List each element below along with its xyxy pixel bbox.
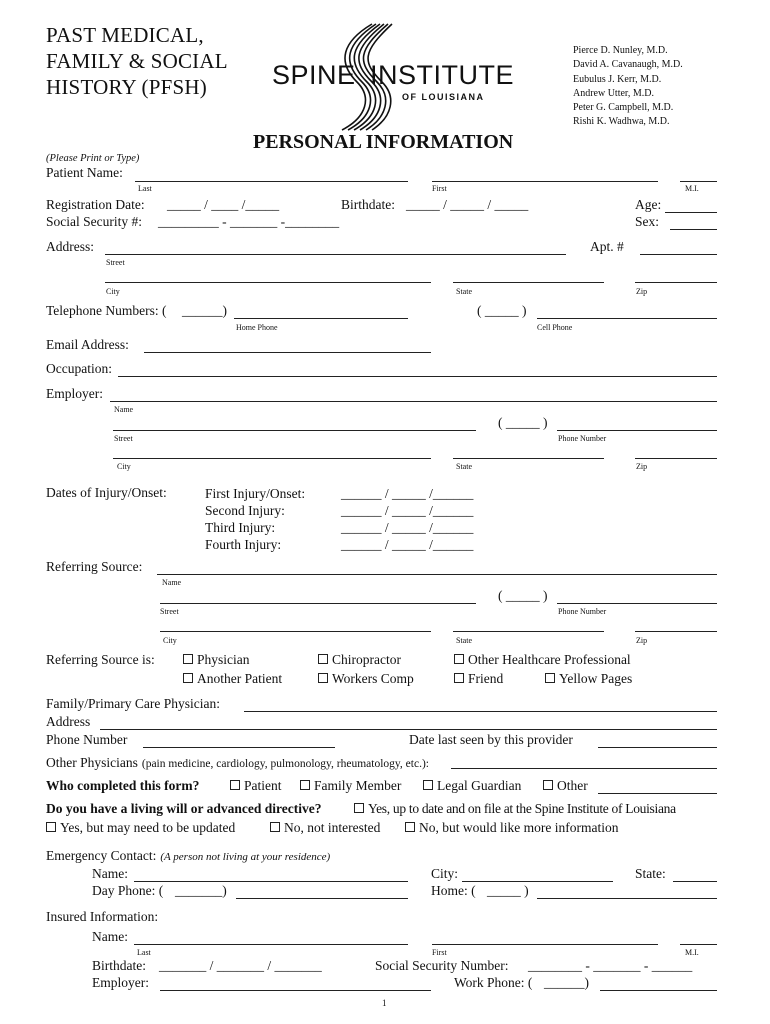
referring-street-field[interactable] xyxy=(160,603,476,604)
sex-label: Sex: xyxy=(635,214,660,229)
injury-item-label: Third Injury: xyxy=(205,520,276,535)
insured-mi-field[interactable] xyxy=(680,944,717,945)
insured-name-label: Name: xyxy=(92,929,128,944)
caption-last: Last xyxy=(138,184,152,193)
insured-birthdate-field[interactable]: _______ / _______ / _______ xyxy=(159,958,322,973)
pcp-label: Family/Primary Care Physician: xyxy=(46,696,220,711)
insured-work-phone-area[interactable]: ______) xyxy=(544,975,589,990)
insured-birthdate-label: Birthdate: xyxy=(92,958,146,973)
caption-employer-zip: Zip xyxy=(636,462,648,471)
address-label: Address: xyxy=(46,239,94,254)
birthdate-field[interactable]: _____ / _____ / _____ xyxy=(406,197,529,212)
sex-field[interactable] xyxy=(670,229,717,230)
address-state-field[interactable] xyxy=(453,282,604,283)
insured-ssn-label: Social Security Number: xyxy=(375,958,509,973)
logo-word-institute: INSTITUTE xyxy=(370,60,514,90)
checkbox-will-no-more-info[interactable]: No, but would like more information xyxy=(405,820,618,836)
caption-home-phone: Home Phone xyxy=(236,323,278,332)
caption-zip: Zip xyxy=(636,287,648,296)
pcp-address-label: Address xyxy=(46,714,91,729)
form-title-line: PAST MEDICAL, xyxy=(46,23,204,47)
form-title-line: FAMILY & SOCIAL xyxy=(46,49,228,73)
doctor-list xyxy=(573,44,683,130)
injury-date-field[interactable]: ______ / _____ /______ xyxy=(341,503,474,518)
last-seen-field[interactable] xyxy=(598,747,717,748)
checkbox-completed-guardian[interactable]: Legal Guardian xyxy=(423,778,521,794)
address-city-field[interactable] xyxy=(105,282,431,283)
emergency-name-field[interactable] xyxy=(134,881,408,882)
employer-label: Employer: xyxy=(46,386,103,401)
occupation-field[interactable] xyxy=(118,376,717,377)
injury-date-field[interactable]: ______ / _____ /______ xyxy=(341,520,474,535)
logo-subtitle: OF LOUISIANA xyxy=(402,92,485,102)
checkbox-completed-other[interactable]: Other xyxy=(543,778,588,794)
home-phone-field[interactable] xyxy=(234,318,408,319)
caption-referring-name: Name xyxy=(162,578,182,587)
injury-item-label: First Injury/Onset: xyxy=(205,486,306,501)
referring-phone-field[interactable] xyxy=(557,603,717,604)
registration-date-label: Registration Date: xyxy=(46,197,145,212)
patient-name-label: Patient Name: xyxy=(46,165,123,180)
referring-source-label: Referring Source: xyxy=(46,559,143,574)
age-field[interactable] xyxy=(665,212,717,213)
section-title: PERSONAL INFORMATION xyxy=(253,131,514,153)
emergency-home-area[interactable]: _____ ) xyxy=(487,883,529,898)
address-street-field[interactable] xyxy=(105,254,566,255)
caption-first: First xyxy=(432,184,447,193)
emergency-state-label: State: xyxy=(635,866,666,881)
ssn-field[interactable]: _________ - _______ -________ xyxy=(158,214,340,229)
doctor-name: Peter G. Campbell, M.D. xyxy=(573,102,674,114)
checkbox-workers-comp[interactable]: Workers Comp xyxy=(318,671,414,687)
insured-ssn-field[interactable]: ________ - _______ - ______ xyxy=(528,958,693,973)
logo-word-spine: SPINE xyxy=(272,60,356,90)
emergency-name-label: Name: xyxy=(92,866,128,881)
caption-state: State xyxy=(456,287,472,296)
spine-institute-logo xyxy=(272,22,514,132)
injury-dates-label: Dates of Injury/Onset: xyxy=(46,485,167,500)
employer-zip-field[interactable] xyxy=(635,458,717,459)
checkbox-completed-patient[interactable]: Patient xyxy=(230,778,282,794)
caption-employer-state: State xyxy=(456,462,472,471)
referring-name-field[interactable] xyxy=(157,574,717,575)
caption-insured-mi: M.I. xyxy=(685,948,699,957)
caption-cell-phone: Cell Phone xyxy=(537,323,573,332)
other-physicians-title: Other Physicians xyxy=(46,755,138,770)
caption-street: Street xyxy=(106,258,125,267)
injury-item-label: Second Injury: xyxy=(205,503,285,518)
checkbox-yellow-pages[interactable]: Yellow Pages xyxy=(545,671,632,687)
employer-state-field[interactable] xyxy=(453,458,604,459)
address-zip-field[interactable] xyxy=(635,282,717,283)
completed-by-question: Who completed this form? xyxy=(46,778,200,793)
checkbox-will-yes-update[interactable]: Yes, but may need to be updated xyxy=(46,820,235,836)
caption-referring-zip: Zip xyxy=(636,636,648,645)
caption-insured-last: Last xyxy=(137,948,151,957)
caption-city: City xyxy=(106,287,120,296)
cell-phone-area-field[interactable]: ( _____ ) xyxy=(477,303,527,318)
insured-work-phone-field[interactable] xyxy=(600,990,717,991)
caption-referring-state: State xyxy=(456,636,472,645)
print-note: (Please Print or Type) xyxy=(46,153,140,164)
employer-name-field[interactable] xyxy=(110,401,717,402)
checkbox-chiropractor[interactable]: Chiropractor xyxy=(318,652,401,668)
patient-last-name-field[interactable] xyxy=(135,181,408,182)
caption-insured-first: First xyxy=(432,948,447,957)
employer-street-field[interactable] xyxy=(113,430,476,431)
pcp-phone-field[interactable] xyxy=(143,747,335,748)
home-phone-area-field[interactable]: ______) xyxy=(182,303,227,318)
emergency-day-phone-field[interactable] xyxy=(236,898,408,899)
last-seen-label: Date last seen by this provider xyxy=(409,732,573,747)
insured-employer-field[interactable] xyxy=(160,990,431,991)
caption-employer-name: Name xyxy=(114,405,134,414)
form-title-line: HISTORY (PFSH) xyxy=(46,75,207,99)
patient-first-name-field[interactable] xyxy=(432,181,658,182)
insured-work-phone-label: Work Phone: ( xyxy=(454,975,533,990)
telephone-label: Telephone Numbers: ( xyxy=(46,303,167,318)
employer-phone-field[interactable] xyxy=(557,430,717,431)
pcp-field[interactable] xyxy=(244,711,717,712)
birthdate-label: Birthdate: xyxy=(341,197,395,212)
form-title xyxy=(46,22,228,100)
living-will-question: Do you have a living will or advanced directive? xyxy=(46,801,322,816)
referring-city-field[interactable] xyxy=(160,631,431,632)
registration-date-field[interactable]: _____ / ____ /_____ xyxy=(167,197,280,212)
pcp-phone-label: Phone Number xyxy=(46,732,128,747)
emergency-city-field[interactable] xyxy=(462,881,613,882)
injury-date-field[interactable]: ______ / _____ /______ xyxy=(341,537,474,552)
age-label: Age: xyxy=(635,197,662,212)
injury-date-fields xyxy=(341,485,473,553)
injury-list xyxy=(205,485,305,553)
doctor-name: Rishi K. Wadhwa, M.D. xyxy=(573,116,670,128)
other-physicians-label xyxy=(46,754,429,772)
email-field[interactable] xyxy=(144,352,431,353)
injury-item-label: Fourth Injury: xyxy=(205,537,282,552)
completed-other-field[interactable] xyxy=(598,793,717,794)
checkbox-friend[interactable]: Friend xyxy=(454,671,503,687)
ssn-label: Social Security #: xyxy=(46,214,142,229)
email-label: Email Address: xyxy=(46,337,129,352)
emergency-day-phone-area[interactable]: _______) xyxy=(175,883,227,898)
emergency-city-label: City: xyxy=(431,866,459,881)
referring-phone-area-field[interactable]: ( _____ ) xyxy=(498,588,548,603)
apt-field[interactable] xyxy=(640,254,717,255)
checkbox-other-healthcare[interactable]: Other Healthcare Professional xyxy=(454,652,631,668)
occupation-label: Occupation: xyxy=(46,361,112,376)
caption-referring-phone: Phone Number xyxy=(558,607,607,616)
checkbox-will-no[interactable]: No, not interested xyxy=(270,820,380,836)
caption-referring-street: Street xyxy=(160,607,179,616)
insured-label: Insured Information: xyxy=(46,909,159,924)
referring-state-field[interactable] xyxy=(453,631,604,632)
emergency-note: (A person not living at your residence) xyxy=(160,851,331,863)
other-physicians-note: (pain medicine, cardiology, pulmonology, rheumatology, etc.): xyxy=(141,758,429,770)
emergency-home-label: Home: ( xyxy=(431,883,476,898)
caption-employer-city: City xyxy=(117,462,131,471)
insured-last-field[interactable] xyxy=(134,944,408,945)
checkbox-physician[interactable]: Physician xyxy=(183,652,250,668)
caption-employer-street: Street xyxy=(114,434,133,443)
page-number: 1 xyxy=(382,998,387,1008)
employer-city-field[interactable] xyxy=(113,458,431,459)
emergency-day-phone-label: Day Phone: ( xyxy=(92,883,164,898)
caption-referring-city: City xyxy=(163,636,177,645)
checkbox-another-patient[interactable]: Another Patient xyxy=(183,671,282,687)
doctor-name: David A. Cavanaugh, M.D. xyxy=(573,59,683,71)
employer-phone-area-field[interactable]: ( _____ ) xyxy=(498,415,548,430)
apt-label: Apt. # xyxy=(590,239,624,254)
other-physicians-field[interactable] xyxy=(451,768,717,769)
emergency-state-field[interactable] xyxy=(673,881,717,882)
doctor-name: Andrew Utter, M.D. xyxy=(573,87,654,99)
insured-employer-label: Employer: xyxy=(92,975,149,990)
injury-date-field[interactable]: ______ / _____ /______ xyxy=(341,486,474,501)
emergency-home-field[interactable] xyxy=(537,898,717,899)
checkbox-will-yes-on-file[interactable]: Yes, up to date and on file at the Spine Institute of Louisiana xyxy=(354,801,676,817)
cell-phone-field[interactable] xyxy=(537,318,717,319)
patient-mi-field[interactable] xyxy=(680,181,717,182)
referring-zip-field[interactable] xyxy=(635,631,717,632)
emergency-title: Emergency Contact: xyxy=(46,848,157,863)
checkbox-completed-family[interactable]: Family Member xyxy=(300,778,401,794)
emergency-contact-label xyxy=(46,847,330,865)
doctor-name: Eubulus J. Kerr, M.D. xyxy=(573,73,662,85)
insured-first-field[interactable] xyxy=(432,944,658,945)
caption-mi: M.I. xyxy=(685,184,699,193)
referring-source-is-label: Referring Source is: xyxy=(46,652,155,667)
doctor-name: Pierce D. Nunley, M.D. xyxy=(573,45,668,56)
pcp-address-field[interactable] xyxy=(100,729,717,730)
caption-employer-phone: Phone Number xyxy=(558,434,607,443)
